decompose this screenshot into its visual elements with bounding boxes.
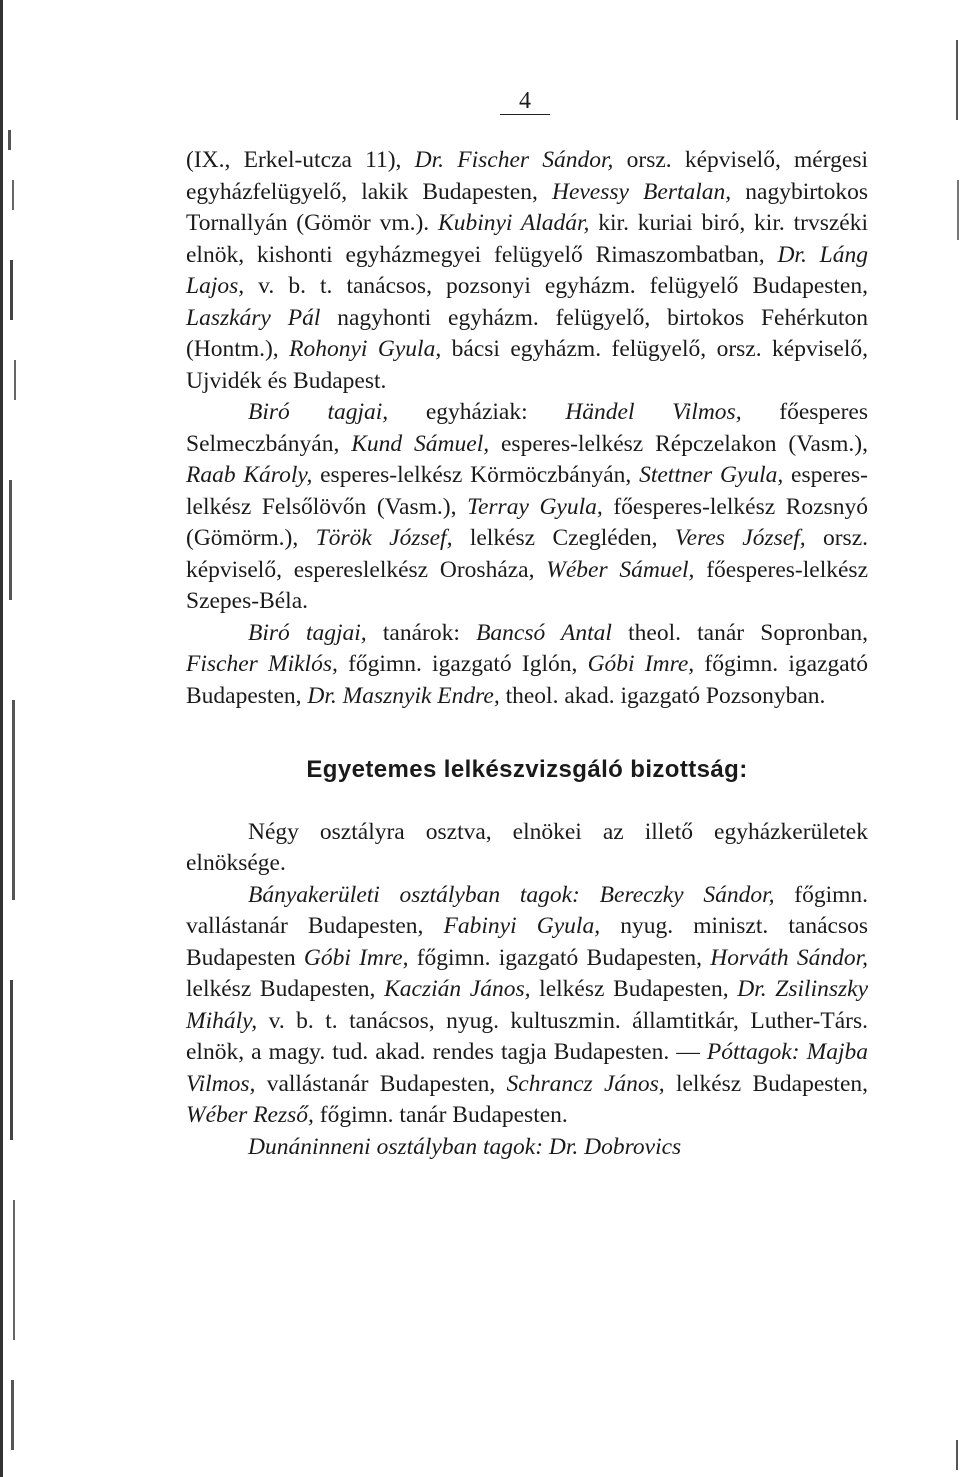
text-run: theol. tanár Sopronban, xyxy=(611,619,869,646)
text-run: főgimn. igazgató Budapesten, xyxy=(408,944,711,971)
text-run: nagybirtokos Tornallyán (Gömör vm.). xyxy=(186,178,868,236)
italic-name: Kund Sámuel, xyxy=(351,430,490,457)
italic-name: Wéber Rezső, xyxy=(186,1102,314,1128)
text-run: nyug. miniszt. tanácsos Budapesten xyxy=(186,913,868,971)
text-run: (IX., Erkel-utcza 11), xyxy=(186,147,415,173)
text-run: főesperes-lelkész Szepes-Béla. xyxy=(186,556,868,614)
italic-name: Hevessy Bertalan, xyxy=(551,178,732,205)
paragraph-judges-teachers xyxy=(186,618,868,713)
paragraph-mining-district xyxy=(186,880,868,1132)
text-run: főgimn. tanár Budapesten. xyxy=(313,1102,568,1128)
text-run xyxy=(580,882,600,908)
text-run: főgimn. igazgató Budapesten, xyxy=(186,651,868,709)
text-run: nagyhonti egyházm. felügyelő, birtokos Fehérkuton (Hontm.), xyxy=(186,304,868,362)
italic-name: Schrancz János, xyxy=(506,1070,665,1097)
italic-name: Wéber Sámuel, xyxy=(546,556,695,583)
italic-name: Fabinyi Gyula, xyxy=(443,913,601,939)
italic-name: Dr. Láng Lajos, xyxy=(186,241,868,299)
italic-name: Fischer Miklós, xyxy=(186,651,338,677)
text-run: lelkész Budapesten, xyxy=(530,976,738,1002)
paragraph-council-members xyxy=(186,145,868,397)
italic-name: Biró tagjai, xyxy=(248,619,367,646)
italic-name: Póttagok: Majba Vilmos, xyxy=(186,1039,868,1097)
text-run: tanárok: xyxy=(366,619,477,646)
page-number: 4 xyxy=(500,88,550,115)
italic-name: Bereczky Sándor, xyxy=(599,881,775,908)
italic-name: Stettner Gyula, xyxy=(639,462,784,488)
italic-name: Dunáninneni osztályban tagok: Dr. Dobrovics xyxy=(248,1133,682,1160)
text-run: vallástanár Budapesten, xyxy=(255,1070,507,1097)
document-body xyxy=(186,145,868,1163)
italic-name: Biró tagjai, xyxy=(248,399,389,425)
italic-name: Laszkáry Pál xyxy=(186,304,321,331)
italic-name: Veres József, xyxy=(674,525,806,551)
text-run: főesperes Selmeczbányán, xyxy=(186,399,869,457)
text-run: esperes-lelkész Répczelakon (Vasm.), xyxy=(489,430,868,457)
text-run: bácsi egyházm. felügyelő, orsz. képviselő, Ujvidék és Budapest. xyxy=(186,336,868,394)
text-run: főesperes-lelkész Rozsnyó (Gömörm.), xyxy=(186,493,868,551)
paragraph-judges-clergy xyxy=(186,397,868,618)
text-run: v. b. t. tanácsos, nyug. kultuszmin. államtitkár, Luther-Társ. elnök, a magy. tud. akad. rendes tagja Budapesten. — xyxy=(186,1007,868,1065)
text-run: főgimn. vallástanár Budapesten, xyxy=(186,881,869,939)
italic-name: Kubinyi Aladár, xyxy=(438,210,590,236)
italic-name: Góbi Imre, xyxy=(303,944,409,971)
italic-name: Bányakerületi osztályban tagok: xyxy=(248,881,580,908)
text-run: lelkész Budapesten, xyxy=(664,1070,868,1097)
text-run: Négy osztályra osztva, elnökei az illető egyházkerületek elnöksége. xyxy=(186,818,868,876)
italic-name: Dr. Masznyik Endre, xyxy=(307,682,500,709)
text-run: kir. kuriai biró, kir. trvszéki elnök, kishonti egyházmegyei felügyelő Rimaszombatban, xyxy=(186,210,868,268)
text-run: lelkész Budapesten, xyxy=(186,976,385,1002)
text-run: v. b. t. tanácsos, pozsonyi egyházm. felügyelő Budapesten, xyxy=(244,273,868,299)
text-run: orsz. képviselő, espereslelkész Orosháza, xyxy=(186,525,869,583)
italic-name: Rohonyi Gyula, xyxy=(289,336,442,362)
text-run: orsz. képviselő, mérgesi egyházfelügyelő, lakik Budapesten, xyxy=(186,147,868,205)
scan-right-edge xyxy=(950,0,960,1477)
italic-name: Terray Gyula, xyxy=(467,493,603,520)
text-run: főgimn. igazgató Iglón, xyxy=(337,651,588,677)
italic-name: Bancsó Antal xyxy=(476,619,612,646)
italic-name: Händel Vilmos, xyxy=(565,399,742,425)
text-run: theol. akad. igazgató Pozsonyban. xyxy=(499,682,826,709)
paragraph-cis-danubian xyxy=(186,1132,868,1164)
scan-left-edge xyxy=(0,0,28,1477)
italic-name: Horváth Sándor, xyxy=(710,944,869,971)
text-run: egyháziak: xyxy=(388,399,566,425)
italic-name: Raab Károly, xyxy=(186,462,313,488)
section-heading: Egyetemes lelkészvizsgáló bizottság: xyxy=(306,756,748,783)
text-run: esperes-lelkész Körmöczbányán, xyxy=(312,462,640,488)
italic-name: Dr. Fischer Sándor, xyxy=(414,147,614,173)
italic-name: Török József, xyxy=(315,525,453,551)
text-run: lelkész Czegléden, xyxy=(452,525,675,551)
text-run: esperes-lelkész Felsőlövőn (Vasm.), xyxy=(186,462,869,520)
paragraph-committee-intro xyxy=(186,817,868,880)
italic-name: Kaczián János, xyxy=(384,976,531,1002)
italic-name: Dr. Zsilinszky Mihály, xyxy=(186,976,869,1034)
italic-name: Góbi Imre, xyxy=(587,651,695,677)
